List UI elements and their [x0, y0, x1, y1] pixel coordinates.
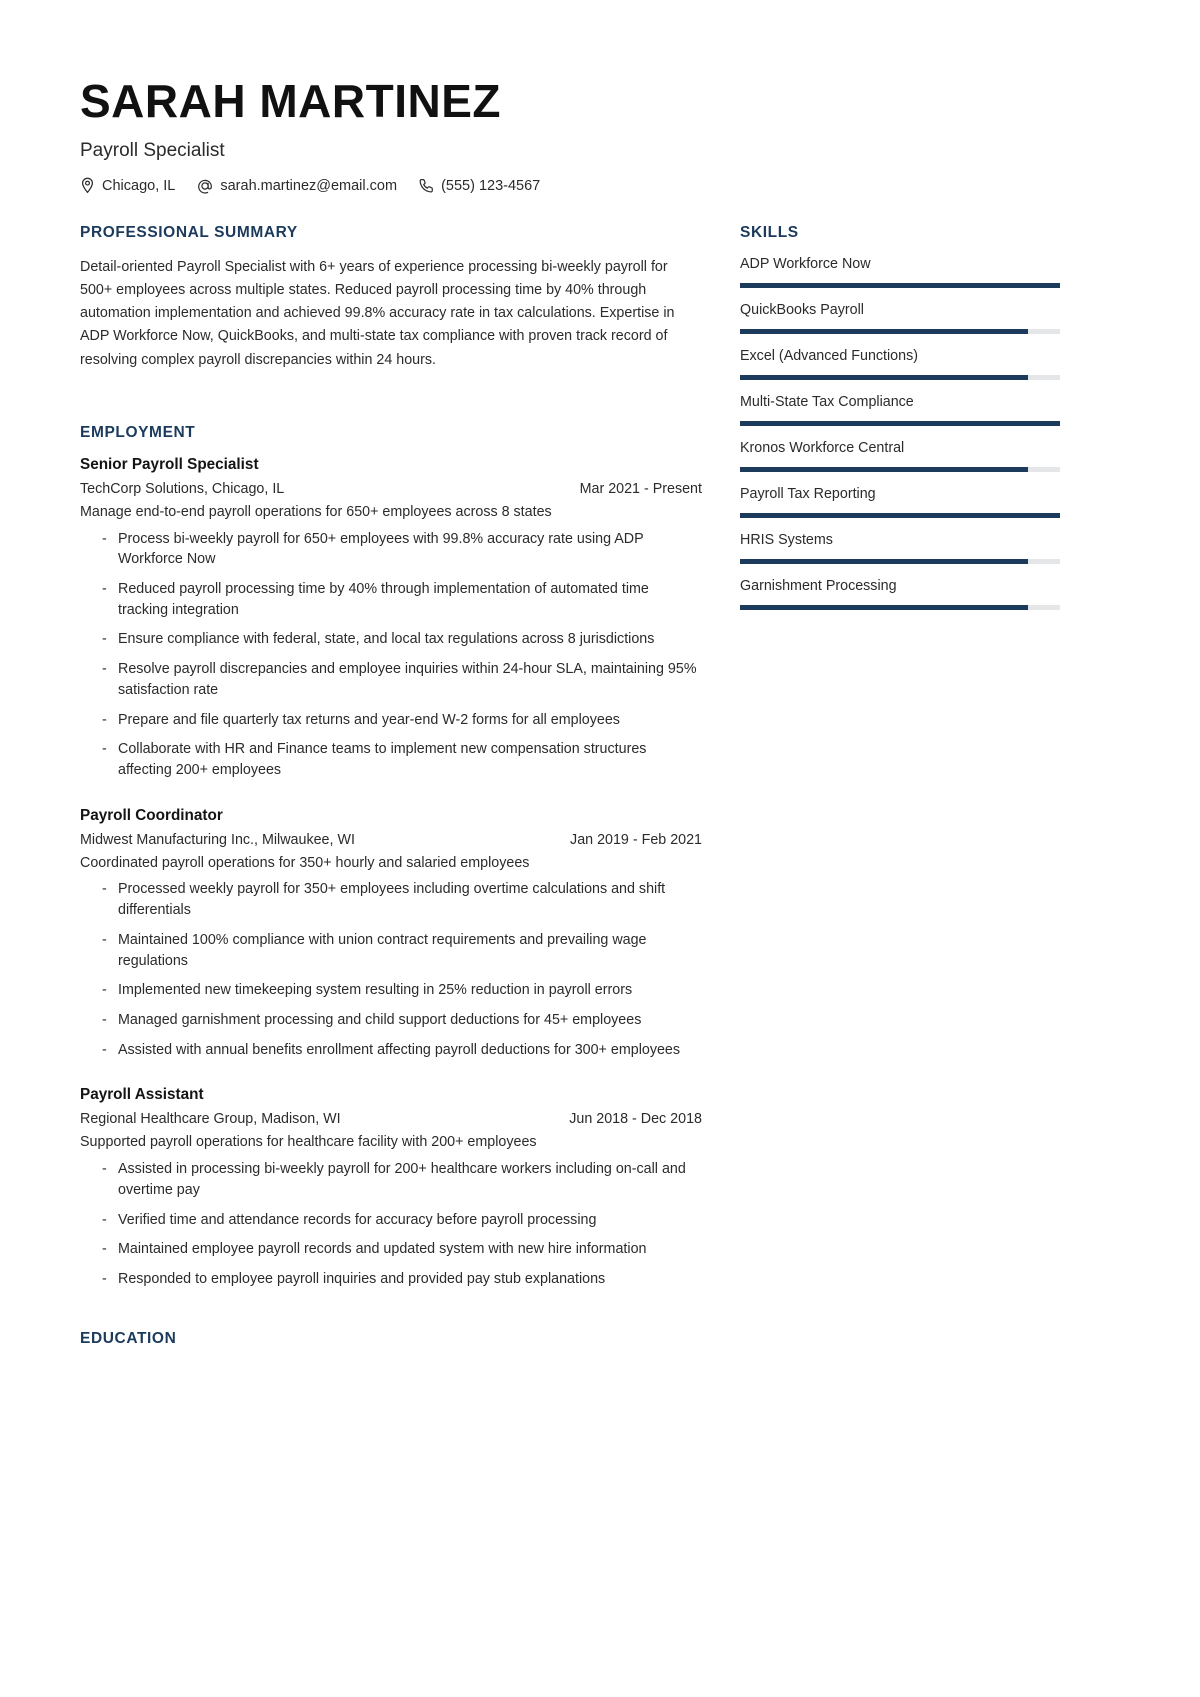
skill-name: Garnishment Processing: [740, 578, 897, 594]
section-education: [80, 1330, 702, 1348]
bullet-text: Managed garnishment processing and child support deductions for 45+ employees: [118, 1012, 642, 1028]
employment-list: [80, 456, 702, 1290]
skill-name: Excel (Advanced Functions): [740, 348, 918, 364]
location-pin-icon: [80, 177, 95, 194]
email-at-icon: [197, 178, 213, 194]
bullet-marker: -: [102, 1211, 107, 1228]
skill-name: Multi-State Tax Compliance: [740, 394, 914, 410]
bullet-marker: -: [102, 661, 107, 678]
job-bullet: [80, 659, 702, 700]
section-title-education: EDUCATION: [80, 1329, 177, 1347]
skill-level-track: [740, 283, 1060, 288]
job-summary: Coordinated payroll operations for 350+ hourly and salaried employees: [80, 854, 530, 871]
resume-header: [80, 75, 1120, 194]
skill-level-fill: [740, 605, 1028, 610]
main-column: [80, 224, 702, 1362]
job-bullet: [80, 739, 702, 780]
section-professional-summary: [80, 224, 702, 372]
bullet-marker: -: [102, 711, 107, 728]
bullet-text: Assisted in processing bi-weekly payroll for 200+ healthcare workers including on-call and overtime pay: [118, 1161, 686, 1198]
job-company: Midwest Manufacturing Inc., Milwaukee, WI: [80, 831, 355, 848]
bullet-marker: -: [102, 741, 107, 758]
bullet-text: Verified time and attendance records for accuracy before payroll processing: [118, 1211, 597, 1228]
job-bullet-list: [80, 879, 702, 1060]
section-title-professional-summary: PROFESSIONAL SUMMARY: [80, 224, 298, 241]
job-entry: [80, 807, 702, 1061]
contact-email-text: sarah.martinez@email.com: [220, 177, 398, 194]
phone-icon: [419, 178, 434, 194]
skill-level-track: [740, 605, 1060, 610]
job-dates: Jan 2019 - Feb 2021: [570, 831, 702, 848]
job-bullet: [80, 629, 702, 650]
skill-item: [740, 394, 1060, 426]
contact-location-text: Chicago, IL: [102, 177, 176, 194]
job-bullet: [80, 879, 702, 920]
skill-level-track: [740, 559, 1060, 564]
skill-item: [740, 532, 1060, 564]
candidate-name: SARAH MARTINEZ: [80, 75, 501, 127]
skill-level-track: [740, 513, 1060, 518]
skill-level-track: [740, 375, 1060, 380]
skill-name: Kronos Workforce Central: [740, 440, 905, 456]
bullet-text: Assisted with annual benefits enrollment affecting payroll deductions for 300+ employees: [118, 1041, 681, 1058]
job-dates: Mar 2021 - Present: [579, 480, 702, 497]
bullet-text: Responded to employee payroll inquiries and provided pay stub explanations: [118, 1271, 606, 1288]
skill-level-fill: [740, 329, 1028, 334]
job-meta: [80, 481, 702, 497]
job-meta: [80, 1111, 702, 1127]
contact-email: [197, 178, 397, 194]
bullet-text: Prepare and file quarterly tax returns and year-end W-2 forms for all employees: [118, 711, 620, 728]
section-title-employment: EMPLOYMENT: [80, 423, 196, 441]
bullet-text: Ensure compliance with federal, state, and local tax regulations across 8 jurisdictions: [118, 631, 655, 648]
skill-name: HRIS Systems: [740, 532, 833, 548]
professional-summary-text: Detail-oriented Payroll Specialist with 6+ years of experience processing bi-weekly payroll for 500+ employees across multiple states. Reduced payroll processing time by 40% through automation implementation and achieved 99.8% accuracy rate in tax calculations. Expertise in ADP Workforce Now, QuickBooks, and multi-state tax compliance with proven track record of resolving complex payroll discrepancies within 24 hours.: [80, 259, 675, 368]
skill-item: [740, 440, 1060, 472]
bullet-marker: -: [102, 931, 107, 948]
skill-level-fill: [740, 467, 1028, 472]
bullet-text: Processed weekly payroll for 350+ employees including overtime calculations and shift differentials: [118, 881, 666, 919]
bullet-marker: -: [102, 881, 107, 898]
job-entry: [80, 1086, 702, 1289]
skill-level-fill: [740, 375, 1028, 380]
skill-level-track: [740, 421, 1060, 426]
job-bullet: [80, 930, 702, 971]
job-role: Senior Payroll Specialist: [80, 455, 259, 473]
bullet-text: Collaborate with HR and Finance teams to implement new compensation structures affecting 200+ employees: [118, 741, 647, 778]
job-bullet: [80, 1239, 702, 1260]
job-role: Payroll Coordinator: [80, 806, 223, 824]
job-bullet: [80, 710, 702, 731]
resume-body: [80, 224, 1120, 1362]
job-bullet: [80, 1159, 702, 1200]
job-bullet: [80, 1010, 702, 1031]
skill-level-track: [740, 467, 1060, 472]
job-bullet: [80, 980, 702, 1001]
bullet-marker: -: [102, 1241, 107, 1258]
bullet-text: Reduced payroll processing time by 40% through implementation of automated time tracking integration: [118, 580, 649, 618]
contact-phone-text: (555) 123-4567: [441, 177, 541, 194]
bullet-marker: -: [102, 631, 107, 648]
job-bullet: [80, 1210, 702, 1231]
bullet-marker: -: [102, 580, 107, 597]
skills-list: [740, 256, 1060, 610]
job-company: Regional Healthcare Group, Madison, WI: [80, 1111, 341, 1128]
bullet-marker: -: [102, 1271, 107, 1288]
contact-phone: [419, 178, 540, 194]
skill-name: ADP Workforce Now: [740, 256, 871, 272]
skill-name: QuickBooks Payroll: [740, 302, 864, 318]
job-summary: Manage end-to-end payroll operations for 650+ employees across 8 states: [80, 503, 552, 520]
job-bullet-list: [80, 529, 702, 781]
skill-item: [740, 256, 1060, 288]
skill-item: [740, 578, 1060, 610]
job-company: TechCorp Solutions, Chicago, IL: [80, 480, 285, 497]
skill-level-track: [740, 329, 1060, 334]
contact-location: [80, 177, 175, 194]
bullet-text: Maintained employee payroll records and updated system with new hire information: [118, 1241, 647, 1258]
job-entry: [80, 456, 702, 781]
skill-name: Payroll Tax Reporting: [740, 486, 876, 502]
skill-level-fill: [740, 283, 1060, 288]
skills-column: [740, 224, 1060, 624]
contact-row: [80, 177, 1120, 194]
bullet-marker: -: [102, 1161, 107, 1178]
bullet-marker: -: [102, 1012, 107, 1028]
bullet-marker: -: [102, 982, 107, 999]
job-dates: Jun 2018 - Dec 2018: [569, 1111, 702, 1128]
job-meta: [80, 832, 702, 848]
bullet-text: Maintained 100% compliance with union contract requirements and prevailing wage regulations: [118, 931, 647, 969]
section-title-skills: SKILLS: [740, 224, 799, 241]
bullet-marker: -: [102, 530, 107, 547]
skill-item: [740, 486, 1060, 518]
skill-level-fill: [740, 559, 1028, 564]
bullet-text: Process bi-weekly payroll for 650+ employees with 99.8% accuracy rate using ADP Workforce Now: [118, 530, 644, 568]
skill-item: [740, 302, 1060, 334]
bullet-text: Implemented new timekeeping system resulting in 25% reduction in payroll errors: [118, 982, 633, 999]
job-bullet-list: [80, 1159, 702, 1290]
bullet-text: Resolve payroll discrepancies and employee inquiries within 24-hour SLA, maintaining 95% satisfaction rate: [118, 661, 697, 698]
section-employment: [80, 424, 702, 1290]
job-bullet: [80, 1040, 702, 1061]
section-spacer: [80, 372, 702, 424]
bullet-marker: -: [102, 1041, 107, 1058]
candidate-job-title: Payroll Specialist: [80, 140, 225, 161]
skill-level-fill: [740, 513, 1060, 518]
job-bullet: [80, 529, 702, 570]
skill-item: [740, 348, 1060, 380]
section-skills: [740, 224, 1060, 610]
skill-level-fill: [740, 421, 1060, 426]
job-role: Payroll Assistant: [80, 1086, 204, 1104]
job-bullet: [80, 1269, 702, 1290]
job-bullet: [80, 579, 702, 620]
job-summary: Supported payroll operations for healthcare facility with 200+ employees: [80, 1134, 537, 1151]
